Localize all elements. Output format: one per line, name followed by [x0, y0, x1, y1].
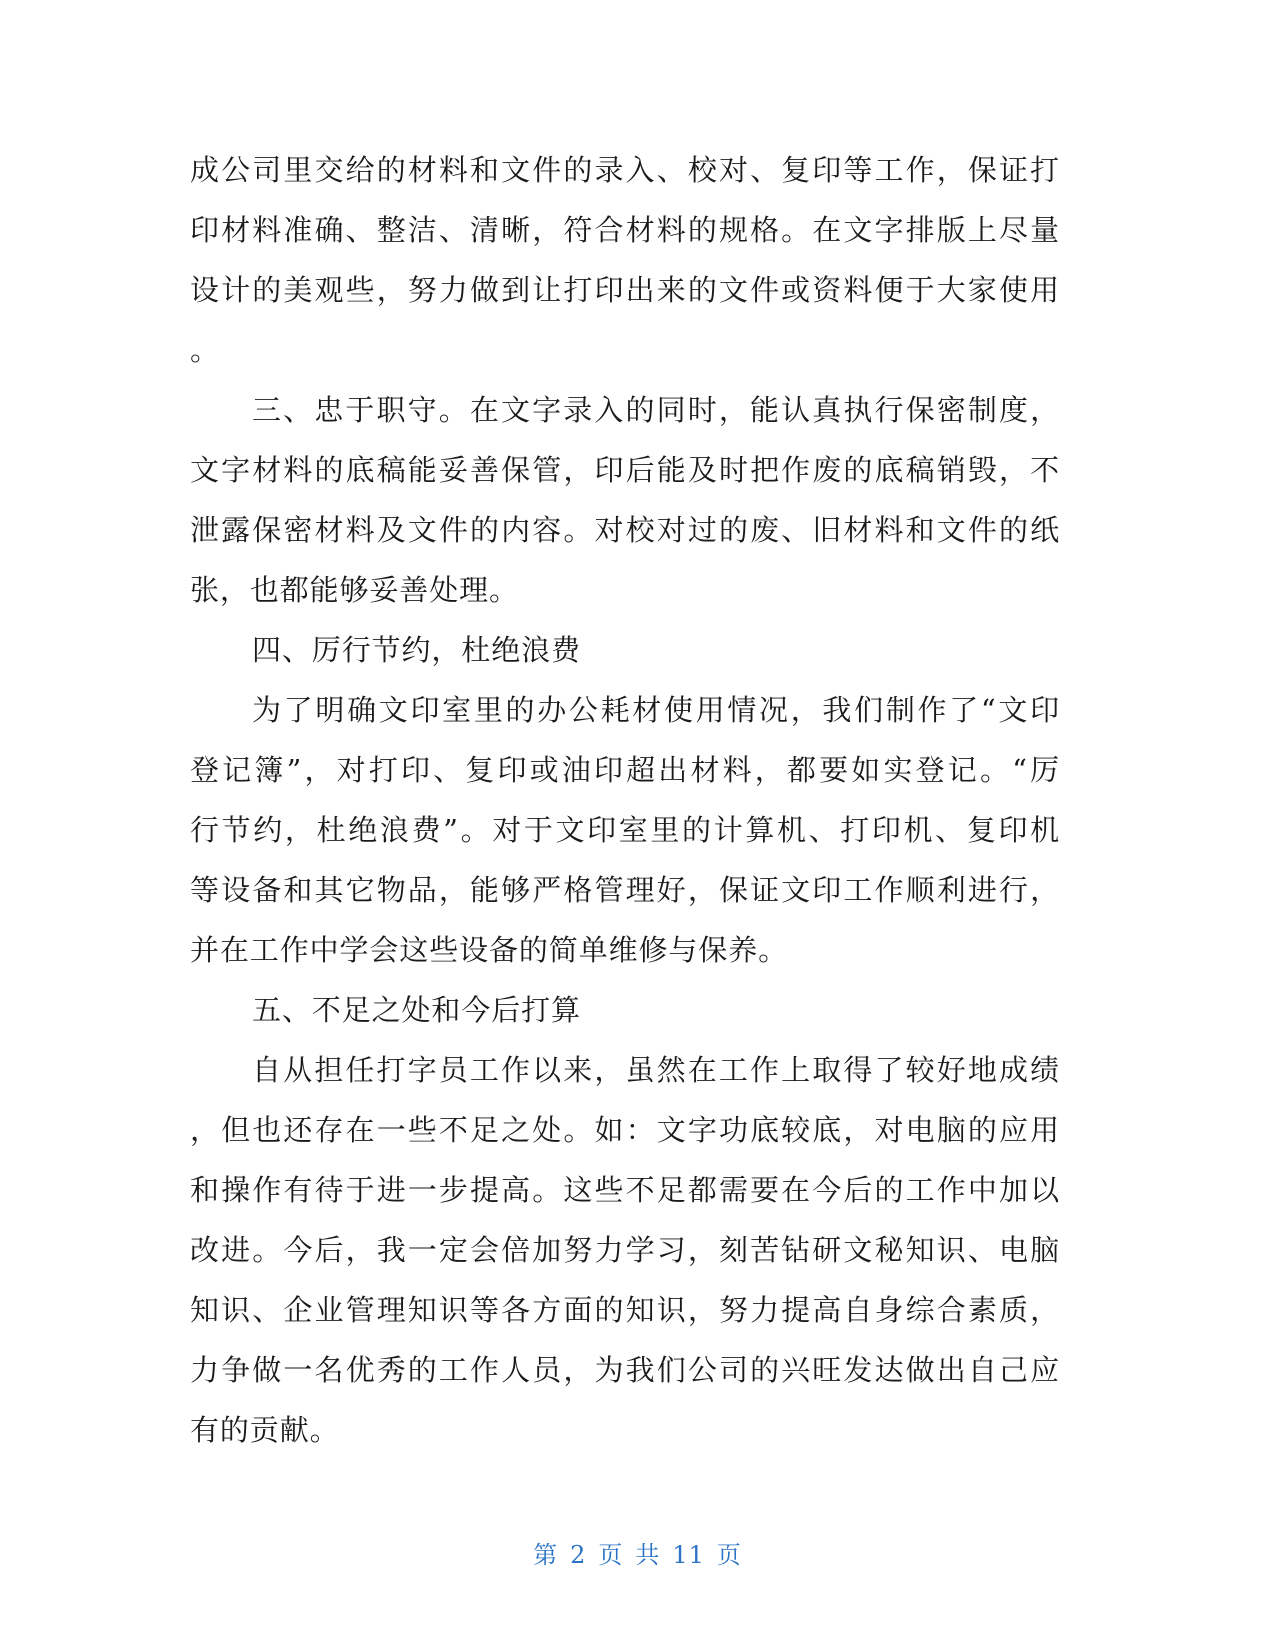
section-heading: 四、厉行节约，杜绝浪费 — [252, 633, 581, 667]
text-line: 和操作有待于进一步提高。这些不足都需要在今后的工作中加以 — [190, 1173, 1060, 1207]
text-line: 三、忠于职守。在文字录入的同时，能认真执行保密制度， — [252, 393, 1060, 427]
text-line: 行节约，杜绝浪费”。对于文印室里的计算机、打印机、复印机 — [190, 813, 1060, 847]
text-line: 登记簿”，对打印、复印或油印超出材料，都要如实登记。“厉 — [190, 753, 1060, 787]
text-line: 张，也都能够妥善处理。 — [190, 573, 519, 607]
text-line: 自从担任打字员工作以来，虽然在工作上取得了较好地成绩 — [252, 1053, 1060, 1087]
footer-label: 页 — [716, 1541, 742, 1569]
text-line: 为了明确文印室里的办公耗材使用情况，我们制作了“文印 — [252, 693, 1060, 727]
text-line: ，但也还存在一些不足之处。如：文字功底较底，对电脑的应用 — [190, 1113, 1060, 1147]
text-line: 并在工作中学会这些设备的简单维修与保养。 — [190, 933, 789, 967]
footer-label: 第 — [533, 1541, 559, 1569]
text-line: 等设备和其它物品，能够严格管理好，保证文印工作顺利进行， — [190, 873, 1060, 907]
text-line: 。 — [190, 333, 220, 367]
text-line: 改进。今后，我一定会倍加努力学习，刻苦钻研文秘知识、电脑 — [190, 1233, 1060, 1267]
text-line: 力争做一名优秀的工作人员，为我们公司的兴旺发达做出自己应 — [190, 1353, 1060, 1387]
text-line: 知识、企业管理知识等各方面的知识，努力提高自身综合素质， — [190, 1293, 1060, 1327]
page-footer — [0, 1535, 1275, 1570]
footer-label: 共 — [635, 1541, 661, 1569]
text-line: 成公司里交给的材料和文件的录入、校对、复印等工作，保证打 — [190, 153, 1060, 187]
text-line: 设计的美观些，努力做到让打印出来的文件或资料便于大家使用 — [190, 273, 1060, 307]
text-line: 印材料准确、整洁、清晰，符合材料的规格。在文字排版上尽量 — [190, 213, 1060, 247]
text-line: 泄露保密材料及文件的内容。对校对过的废、旧材料和文件的纸 — [190, 513, 1060, 547]
text-line: 文字材料的底稿能妥善保管，印后能及时把作废的底稿销毁，不 — [190, 453, 1060, 487]
current-page-number: 2 — [570, 1541, 587, 1569]
section-heading: 五、不足之处和今后打算 — [252, 993, 581, 1027]
total-page-count: 11 — [672, 1541, 705, 1569]
footer-label: 页 — [598, 1541, 624, 1569]
body-text — [190, 140, 1060, 1460]
text-line: 有的贡献。 — [190, 1413, 340, 1447]
